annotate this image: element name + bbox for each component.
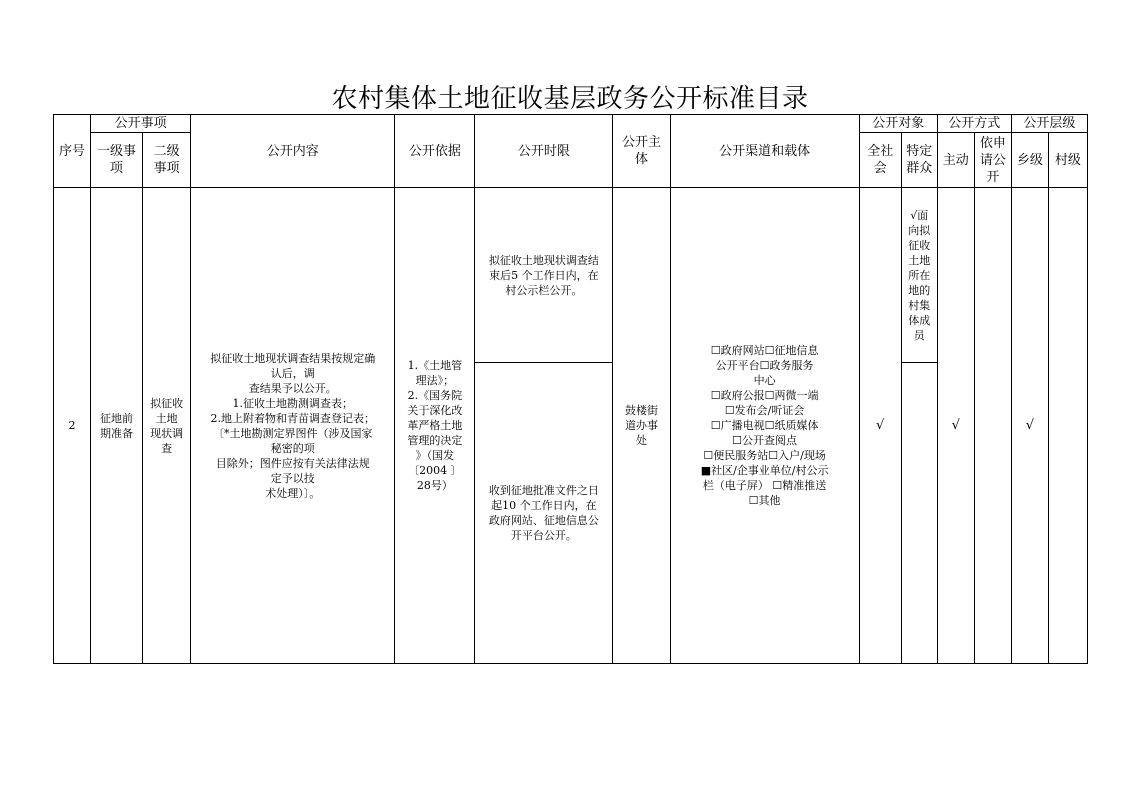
- header-row-1: [54, 115, 1088, 133]
- cell-basis: 1.《土地管 理法》； 2.《国务院 关于深化改 革严格土地 管理的决定 》（国发 〔2004 〕 28号）: [395, 188, 475, 664]
- header-channel: 公开渠道和载体: [670, 115, 859, 188]
- cell-village: [1048, 188, 1087, 664]
- header-whole-society: 全社 会: [859, 133, 901, 188]
- catalog-table: [53, 114, 1088, 664]
- header-proactive: 主动: [937, 133, 974, 188]
- cell-time-limit-1: 拟征收土地现状调查结 束后5 个工作日内，在 村公示栏公开。: [475, 188, 613, 363]
- cell-specific-groups-empty: [901, 363, 937, 664]
- header-seq: 序号: [54, 115, 91, 188]
- cell-level2: 拟征收 土地 现状调 查: [143, 188, 191, 664]
- header-on-request: 依申 请公 开: [974, 133, 1011, 188]
- header-group-matter: 公开事项: [91, 115, 191, 133]
- cell-on-request: [974, 188, 1011, 664]
- cell-level1: 征地前 期准备: [91, 188, 143, 664]
- cell-specific-groups: √面 向拟 征收 土地 所在 地的 村集 体成 员: [901, 188, 937, 363]
- header-content: 公开内容: [191, 115, 395, 188]
- cell-seq: 2: [54, 188, 91, 664]
- header-township: 乡级: [1011, 133, 1048, 188]
- cell-channel: ☐政府网站☐征地信息 公开平台☐政务服务 中心 ☐政府公报☐两微一端 ☐发布会/听证会 ☐广播电视☐纸质媒体 ☐公开查阅点 ☐便民服务站☐入户/现场 ■社区/企事业单位/村公示 栏（电子屏） ☐精准推送 ☐其他: [670, 188, 859, 664]
- cell-proactive: √: [937, 188, 974, 664]
- header-specific-groups: 特定 群众: [901, 133, 937, 188]
- header-village: 村级: [1048, 133, 1087, 188]
- header-group-level: 公开层级: [1011, 115, 1087, 133]
- header-level2: 二级 事项: [143, 133, 191, 188]
- cell-whole-society: √: [859, 188, 901, 664]
- cell-content: 拟征收土地现状调查结果按规定确 认后，调 查结果予以公开。 1.征收土地勘测调查表； 2.地上附着物和青苗调查登记表； 〔*土地勘测定界图件（涉及国家 秘密的项 目除外；图件应按有关法律法规 定予以技 术处理）〕。: [191, 188, 395, 664]
- data-row-top: [54, 188, 1088, 363]
- header-subject: 公开主 体: [613, 115, 670, 188]
- header-group-method: 公开方式: [937, 115, 1011, 133]
- page-title: 农村集体土地征收基层政务公开标准目录: [331, 84, 809, 114]
- cell-subject: 鼓楼街 道办事 处: [613, 188, 670, 664]
- header-time-limit: 公开时限: [475, 115, 613, 188]
- header-basis: 公开依据: [395, 115, 475, 188]
- cell-time-limit-2: 收到征地批准文件之日 起10 个工作日内，在 政府网站、征地信息公 开平台公开。: [475, 363, 613, 664]
- header-level1: 一级事 项: [91, 133, 143, 188]
- header-group-target: 公开对象: [859, 115, 937, 133]
- cell-township: √: [1011, 188, 1048, 664]
